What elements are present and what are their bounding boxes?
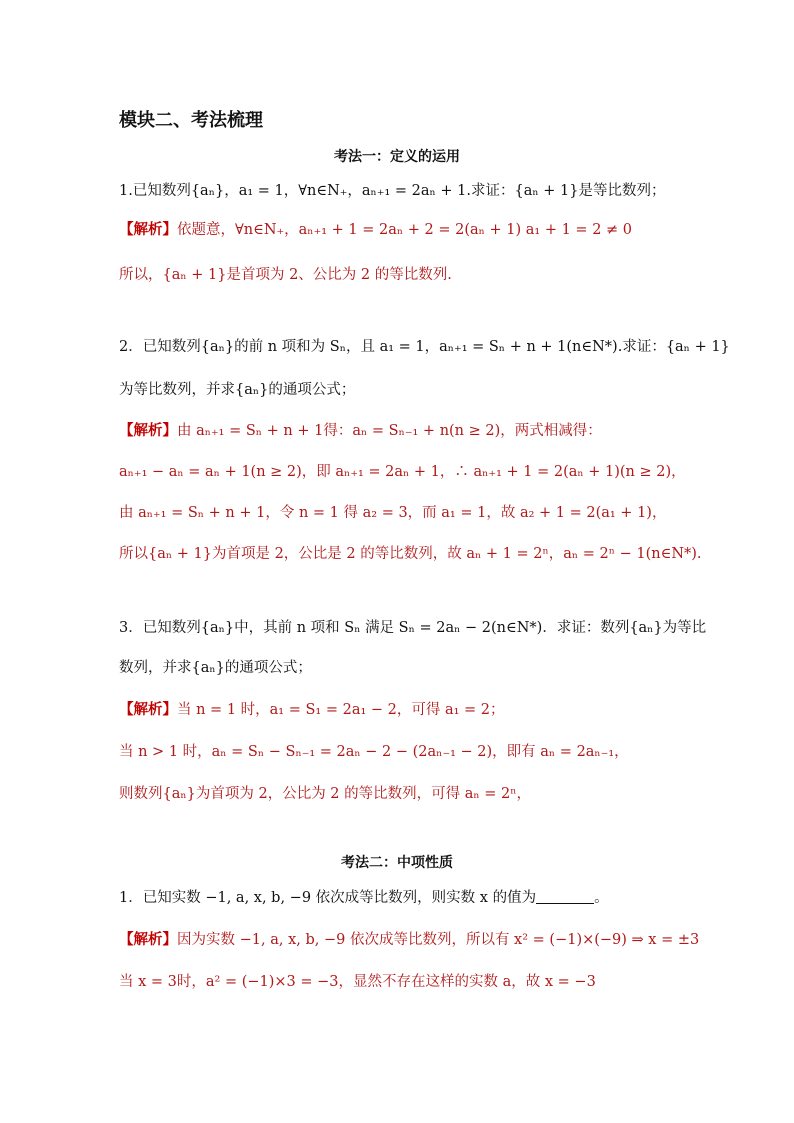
solution-tag: 【解析】	[119, 931, 177, 948]
solution-text: 因为实数 −1, a, x, b, −9 依次成等比数列，所以有 x² = (−1)×(−9) ⇒ x = ±3	[177, 932, 700, 948]
question-2-solution-line4: 所以{aₙ + 1}为首项是 2，公比是 2 的等比数列，故 aₙ + 1 = 2ⁿ，aₙ = 2ⁿ − 1(n∈N*).	[119, 546, 702, 562]
solution-tag: 【解析】	[119, 221, 177, 238]
solution-tag: 【解析】	[119, 422, 177, 439]
question-3-stem-line1: 3．已知数列{aₙ}中，其前 n 项和 Sₙ 满足 Sₙ = 2aₙ − 2(n∈N*)．求证：数列{aₙ}为等比	[119, 620, 707, 636]
question-3-stem-line2: 数列，并求{aₙ}的通项公式；	[119, 660, 312, 676]
question-1-solution-line1	[119, 220, 632, 240]
question-2-solution-line3: 由 aₙ₊₁ = Sₙ + n + 1，令 n = 1 得 a₂ = 3，而 a₁ = 1，故 a₂ + 1 = 2(a₁ + 1)，	[119, 505, 667, 521]
question-2-solution-line2: aₙ₊₁ − aₙ = aₙ + 1(n ≥ 2)，即 aₙ₊₁ = 2aₙ + 1，∴ aₙ₊₁ + 1 = 2(aₙ + 1)(n ≥ 2)，	[119, 464, 686, 480]
module-title: 模块二、考法梳理	[119, 110, 263, 131]
question-1-stem: 1.已知数列{aₙ}，a₁ = 1，∀n∈N₊，aₙ₊₁ = 2aₙ + 1.求证：{aₙ + 1}是等比数列；	[119, 183, 666, 199]
question-3-solution-line3: 则数列{aₙ}为首项为 2，公比为 2 的等比数列，可得 aₙ = 2ⁿ，	[119, 786, 532, 802]
solution-text: 当 n = 1 时，a₁ = S₁ = 2a₁ − 2，可得 a₁ = 2；	[177, 702, 505, 718]
answer-blank	[536, 889, 594, 904]
section-title-method2: 考法二：中项性质	[341, 855, 453, 871]
question-3-solution-line1	[119, 700, 505, 720]
question-1-solution-line2: 所以，{aₙ + 1}是首项为 2、公比为 2 的等比数列.	[119, 267, 452, 283]
question-stem-text: 1．已知实数 −1, a, x, b, −9 依次成等比数列，则实数 x 的值为	[119, 890, 537, 906]
question-stem-end: 。	[594, 890, 609, 906]
question-2-stem-line2: 为等比数列，并求{aₙ}的通项公式；	[119, 382, 356, 398]
solution-tag: 【解析】	[119, 701, 177, 718]
section-title-method1: 考法一：定义的运用	[334, 149, 460, 165]
method2-question-1-solution-line2: 当 x = 3时，a² = (−1)×3 = −3，显然不存在这样的实数 a，故 x = −3	[119, 974, 596, 990]
question-2-solution-line1	[119, 421, 602, 441]
question-3-solution-line2: 当 n > 1 时，aₙ = Sₙ − Sₙ₋₁ = 2aₙ − 2 − (2aₙ₋₁ − 2)，即有 aₙ = 2aₙ₋₁，	[119, 744, 629, 760]
solution-text: 由 aₙ₊₁ = Sₙ + n + 1得：aₙ = Sₙ₋₁ + n(n ≥ 2)，两式相减得：	[177, 423, 602, 439]
method2-question-1-solution-line1	[119, 930, 699, 950]
question-2-stem-line1: 2．已知数列{aₙ}的前 n 项和为 Sₙ，且 a₁ = 1，aₙ₊₁ = Sₙ + n + 1(n∈N*).求证：{aₙ + 1}	[119, 339, 730, 355]
method2-question-1-stem	[119, 888, 609, 908]
solution-text: 依题意，∀n∈N₊，aₙ₊₁ + 1 = 2aₙ + 2 = 2(aₙ + 1) a₁ + 1 = 2 ≠ 0	[177, 222, 633, 238]
